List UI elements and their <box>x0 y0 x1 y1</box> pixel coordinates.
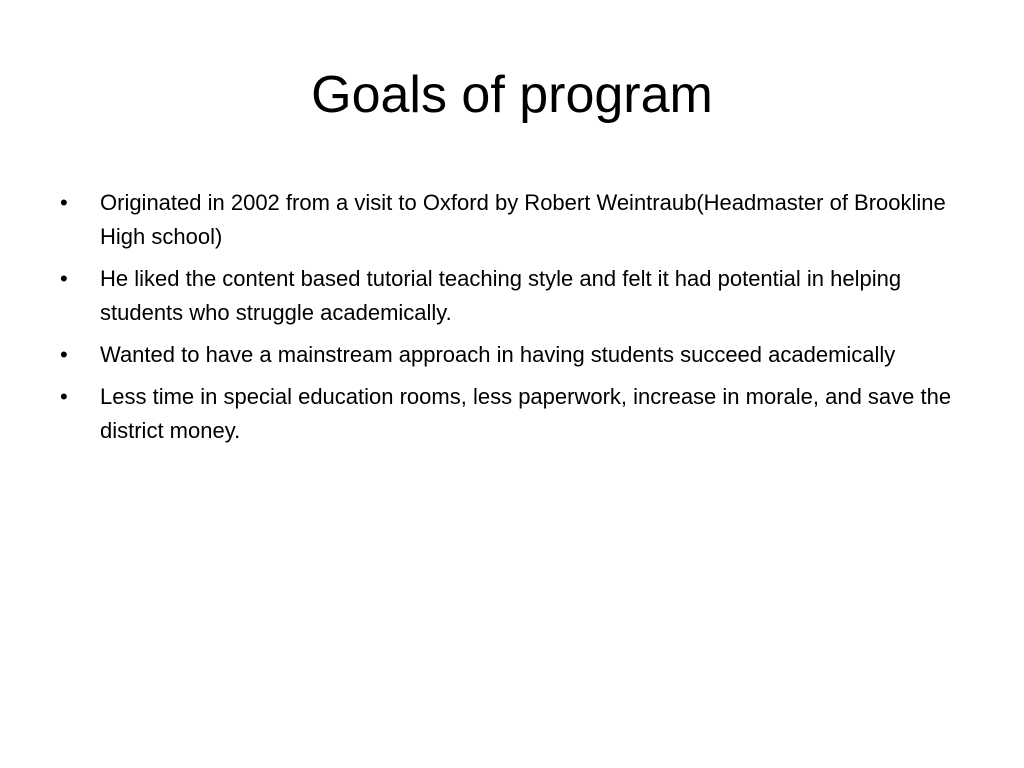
bullet-text: Less time in special education rooms, less paperwork, increase in morale, and save the district money. <box>100 384 952 443</box>
bullet-text: Wanted to have a mainstream approach in having students succeed academically <box>100 342 896 367</box>
bullet-icon: • <box>60 266 68 291</box>
bullet-item <box>60 186 960 254</box>
bullet-icon: • <box>60 384 68 409</box>
bullet-item <box>60 262 960 330</box>
slide-title: Goals of program <box>311 66 713 124</box>
bullet-text: Originated in 2002 from a visit to Oxford by Robert Weintraub(Headmaster of Brookline High school) <box>100 190 946 249</box>
bullet-icon: • <box>60 190 68 215</box>
bullet-text: He liked the content based tutorial teaching style and felt it had potential in helping students who struggle academically. <box>100 266 902 325</box>
bullet-list <box>60 186 960 456</box>
bullet-icon: • <box>60 342 68 367</box>
bullet-item <box>60 338 960 372</box>
bullet-item <box>60 380 960 448</box>
